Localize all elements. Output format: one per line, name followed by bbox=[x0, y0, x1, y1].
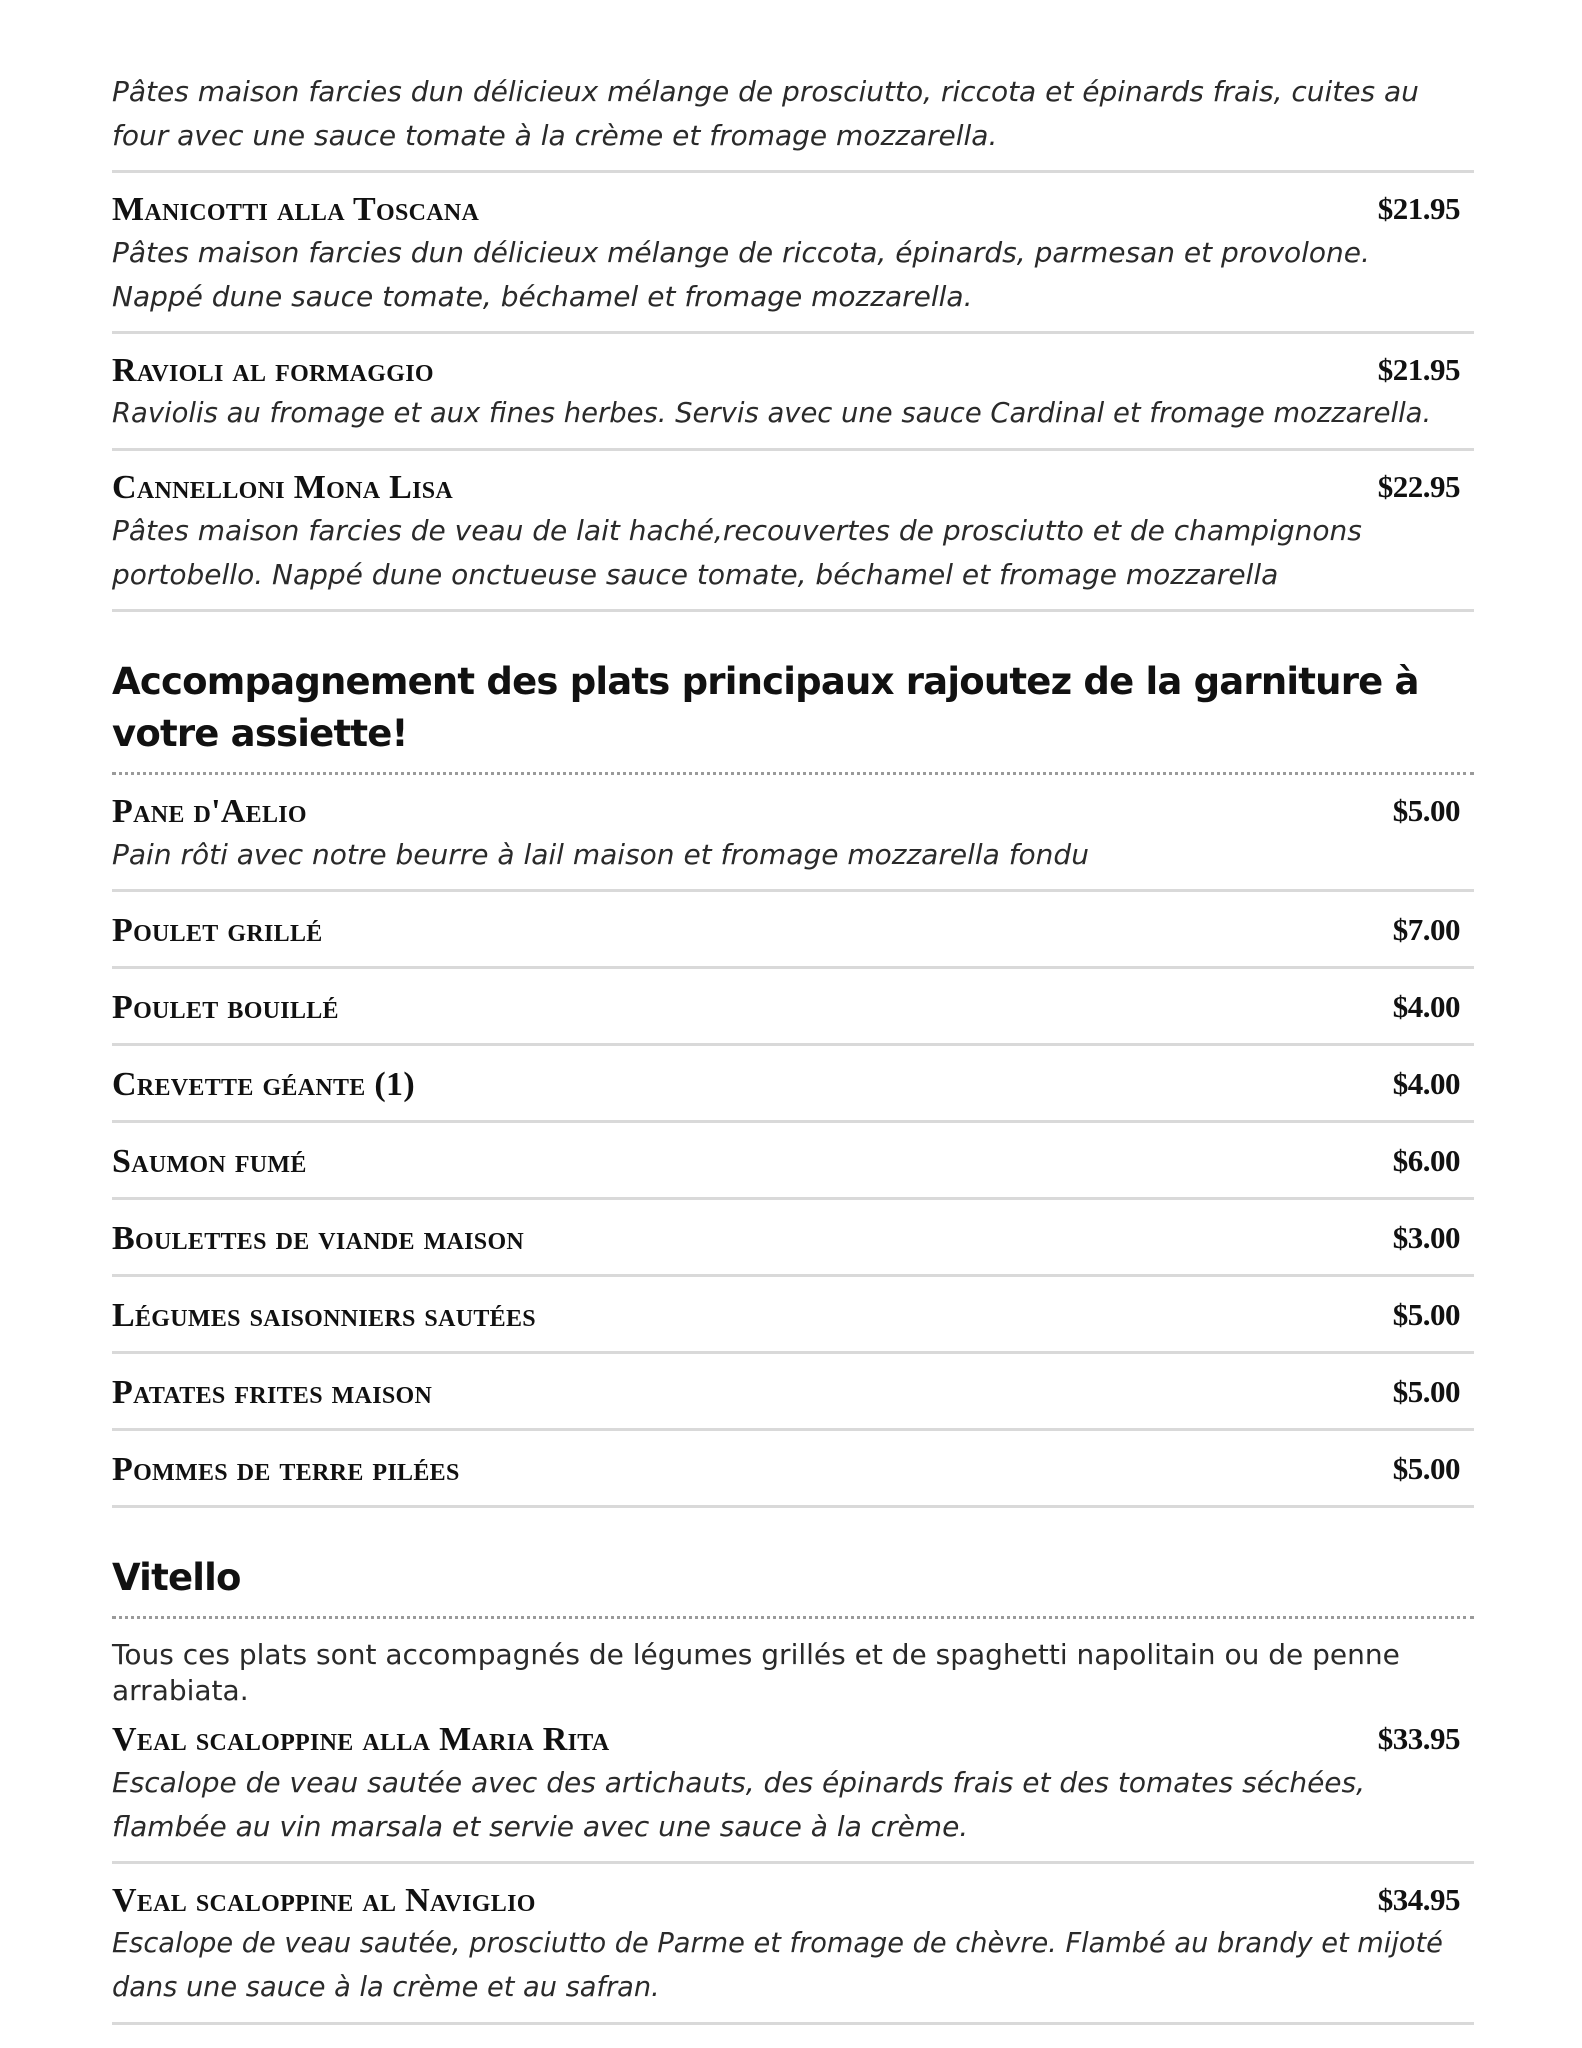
menu-item-manicotti bbox=[112, 173, 1474, 334]
menu-item-description: Escalope de veau sautée, prosciutto de Parme et fromage de chèvre. Flambé au brandy et mijoté dans une sauce à la crème et au safran. bbox=[112, 1928, 1443, 2003]
menu-item-name: Légumes saisonniers sautées bbox=[112, 1297, 536, 1334]
menu-item-price: $21.95 bbox=[1377, 352, 1460, 387]
menu-item-maria-rita bbox=[112, 1715, 1474, 1864]
sides-section bbox=[112, 656, 1474, 1508]
menu-item-name: Pommes de terre pilées bbox=[112, 1451, 460, 1488]
menu-item-price: $22.95 bbox=[1377, 469, 1460, 504]
menu-item-price: $6.00 bbox=[1392, 1143, 1460, 1178]
menu-item-name: Saumon fumé bbox=[112, 1143, 307, 1180]
menu-item-price: $33.95 bbox=[1377, 1721, 1460, 1756]
menu-item-naviglio bbox=[112, 1864, 1474, 2025]
menu-item-name: Cannelloni Mona Lisa bbox=[112, 469, 454, 506]
menu-item-pommes-de-terre bbox=[112, 1431, 1474, 1508]
menu-item-legumes bbox=[112, 1277, 1474, 1354]
menu-item-description: Pain rôti avec notre beurre à lail maison et fromage mozzarella fondu bbox=[112, 838, 1089, 871]
menu-item-name: Patates frites maison bbox=[112, 1374, 433, 1411]
menu-item-price: $5.00 bbox=[1392, 793, 1460, 828]
menu-item-price: $7.00 bbox=[1392, 912, 1460, 947]
menu-item-cannelloni bbox=[112, 451, 1474, 612]
menu-item-poulet-grille bbox=[112, 892, 1474, 969]
menu-item-name: Manicotti alla Toscana bbox=[112, 191, 480, 228]
menu-item-price: $4.00 bbox=[1392, 1066, 1460, 1101]
menu-item-name: Pane d'Aelio bbox=[112, 793, 307, 830]
menu-item-name: Boulettes de viande maison bbox=[112, 1220, 525, 1257]
menu-item-crevette-geante bbox=[112, 1046, 1474, 1123]
menu-item-description: Raviolis au fromage et aux fines herbes. Servis avec une sauce Cardinal et fromage mozzarella. bbox=[112, 398, 1432, 429]
menu-item-pane-daelio bbox=[112, 775, 1474, 892]
menu-item-price: $21.95 bbox=[1377, 191, 1460, 226]
menu-item-price: $34.95 bbox=[1377, 1882, 1460, 1917]
menu-item-price: $5.00 bbox=[1392, 1451, 1460, 1486]
menu-item-price: $5.00 bbox=[1392, 1297, 1460, 1332]
menu-item-description: Escalope de veau sautée avec des artichauts, des épinards frais et des tomates séchées, flambée au vin marsala et servie avec une sauce à la crème. bbox=[112, 1766, 1366, 1843]
menu-item-name: Crevette géante (1) bbox=[112, 1066, 415, 1103]
menu-item-name: Poulet bouillé bbox=[112, 989, 339, 1026]
menu-item-price: $4.00 bbox=[1392, 989, 1460, 1024]
vitello-section bbox=[112, 1552, 1474, 2025]
menu-page bbox=[112, 70, 1474, 2025]
section-intro: Tous ces plats sont accompagnés de légumes grillés et de spaghetti napolitain ou de penne arrabiata. bbox=[112, 1638, 1400, 1707]
menu-item-patates-frites bbox=[112, 1354, 1474, 1431]
menu-item-boulettes bbox=[112, 1200, 1474, 1277]
menu-item-name: Veal scaloppine al Naviglio bbox=[112, 1882, 536, 1919]
section-title: Accompagnement des plats principaux rajoutez de la garniture à votre assiette! bbox=[112, 656, 1474, 775]
menu-item-name: Ravioli al formaggio bbox=[112, 352, 434, 389]
menu-item-name: Poulet grillé bbox=[112, 912, 323, 949]
menu-item-saumon-fume bbox=[112, 1123, 1474, 1200]
lead-item-description: Pâtes maison farcies dun délicieux mélange de prosciutto, riccota et épinards frais, cuites au four avec une sauce tomate à la crème et fromage mozzarella. bbox=[112, 70, 1474, 173]
menu-item-poulet-bouille bbox=[112, 969, 1474, 1046]
menu-item-name: Veal scaloppine alla Maria Rita bbox=[112, 1721, 610, 1758]
section-title: Vitello bbox=[112, 1552, 1474, 1619]
menu-item-description: Pâtes maison farcies dun délicieux mélange de riccota, épinards, parmesan et provolone. Nappé dune sauce tomate, béchamel et fromage mozzarella. bbox=[112, 236, 1370, 313]
menu-item-description: Pâtes maison farcies de veau de lait haché,recouvertes de prosciutto et de champignons portobello. Nappé dune onctueuse sauce tomate, béchamel et fromage mozzarella bbox=[112, 514, 1362, 591]
menu-item-price: $3.00 bbox=[1392, 1220, 1460, 1255]
menu-item-price: $5.00 bbox=[1392, 1374, 1460, 1409]
menu-item-ravioli bbox=[112, 334, 1474, 451]
